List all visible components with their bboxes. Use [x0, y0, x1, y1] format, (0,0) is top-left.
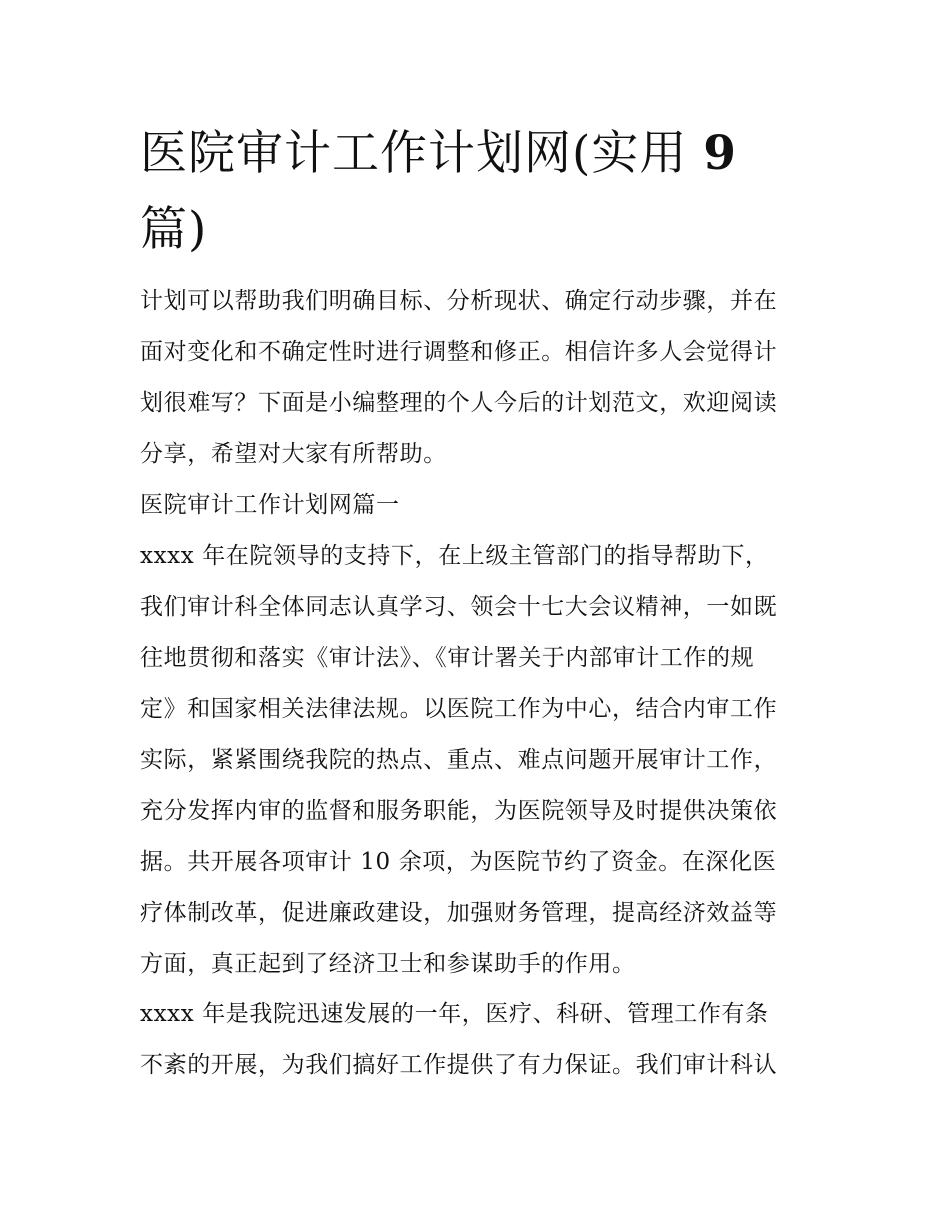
paragraph-line: 据。共开展各项审计 10 余项，为医院节约了资金。在深化医	[140, 849, 777, 875]
title-line-2: 篇)	[140, 202, 208, 257]
paragraph-line: xxxx 年是我院迅速发展的一年，医疗、科研、管理工作有条	[140, 1001, 769, 1027]
title-text: 医院审计工作计划网(实用	[140, 126, 688, 181]
paragraph-line: 不紊的开展，为我们搞好工作提供了有力保证。我们审计科认	[140, 1052, 778, 1078]
intro-line: 分享，希望对大家有所帮助。	[140, 441, 447, 467]
paragraph-line: 充分发挥内审的监督和服务职能，为医院领导及时提供决策依	[140, 798, 778, 824]
title-count: 9	[703, 126, 737, 181]
document-title	[140, 116, 820, 268]
intro-line: 计划可以帮助我们明确目标、分析现状、确定行动步骤，并在	[140, 288, 778, 314]
intro-paragraph	[140, 276, 820, 480]
paragraph-line: 疗体制改革，促进廉政建设，加强财务管理，提高经济效益等	[140, 900, 778, 926]
intro-line: 划很难写？下面是小编整理的个人今后的计划范文，欢迎阅读	[140, 390, 778, 416]
section-heading	[140, 480, 820, 531]
paragraph-line: 我们审计科全体同志认真学习、领会十七大会议精神，一如既	[140, 594, 778, 620]
paragraph-line: 定》和国家相关法律法规。以医院工作为中心，结合内审工作	[140, 696, 778, 722]
paragraph-line: 往地贯彻和落实《审计法》、《审计署关于内部审计工作的规	[140, 645, 755, 671]
paragraph-2	[140, 989, 820, 1091]
title-line-1	[140, 116, 820, 192]
section-heading-text: 医院审计工作计划网篇一	[140, 492, 400, 518]
paragraph-1	[140, 531, 820, 990]
intro-line: 面对变化和不确定性时进行调整和修正。相信许多人会觉得计	[140, 339, 778, 365]
paragraph-line: 方面，真正起到了经济卫士和参谋助手的作用。	[140, 951, 636, 977]
paragraph-line: xxxx 年在院领导的支持下，在上级主管部门的指导帮助下，	[140, 543, 769, 569]
paragraph-line: 实际，紧紧围绕我院的热点、重点、难点问题开展审计工作，	[140, 747, 778, 773]
